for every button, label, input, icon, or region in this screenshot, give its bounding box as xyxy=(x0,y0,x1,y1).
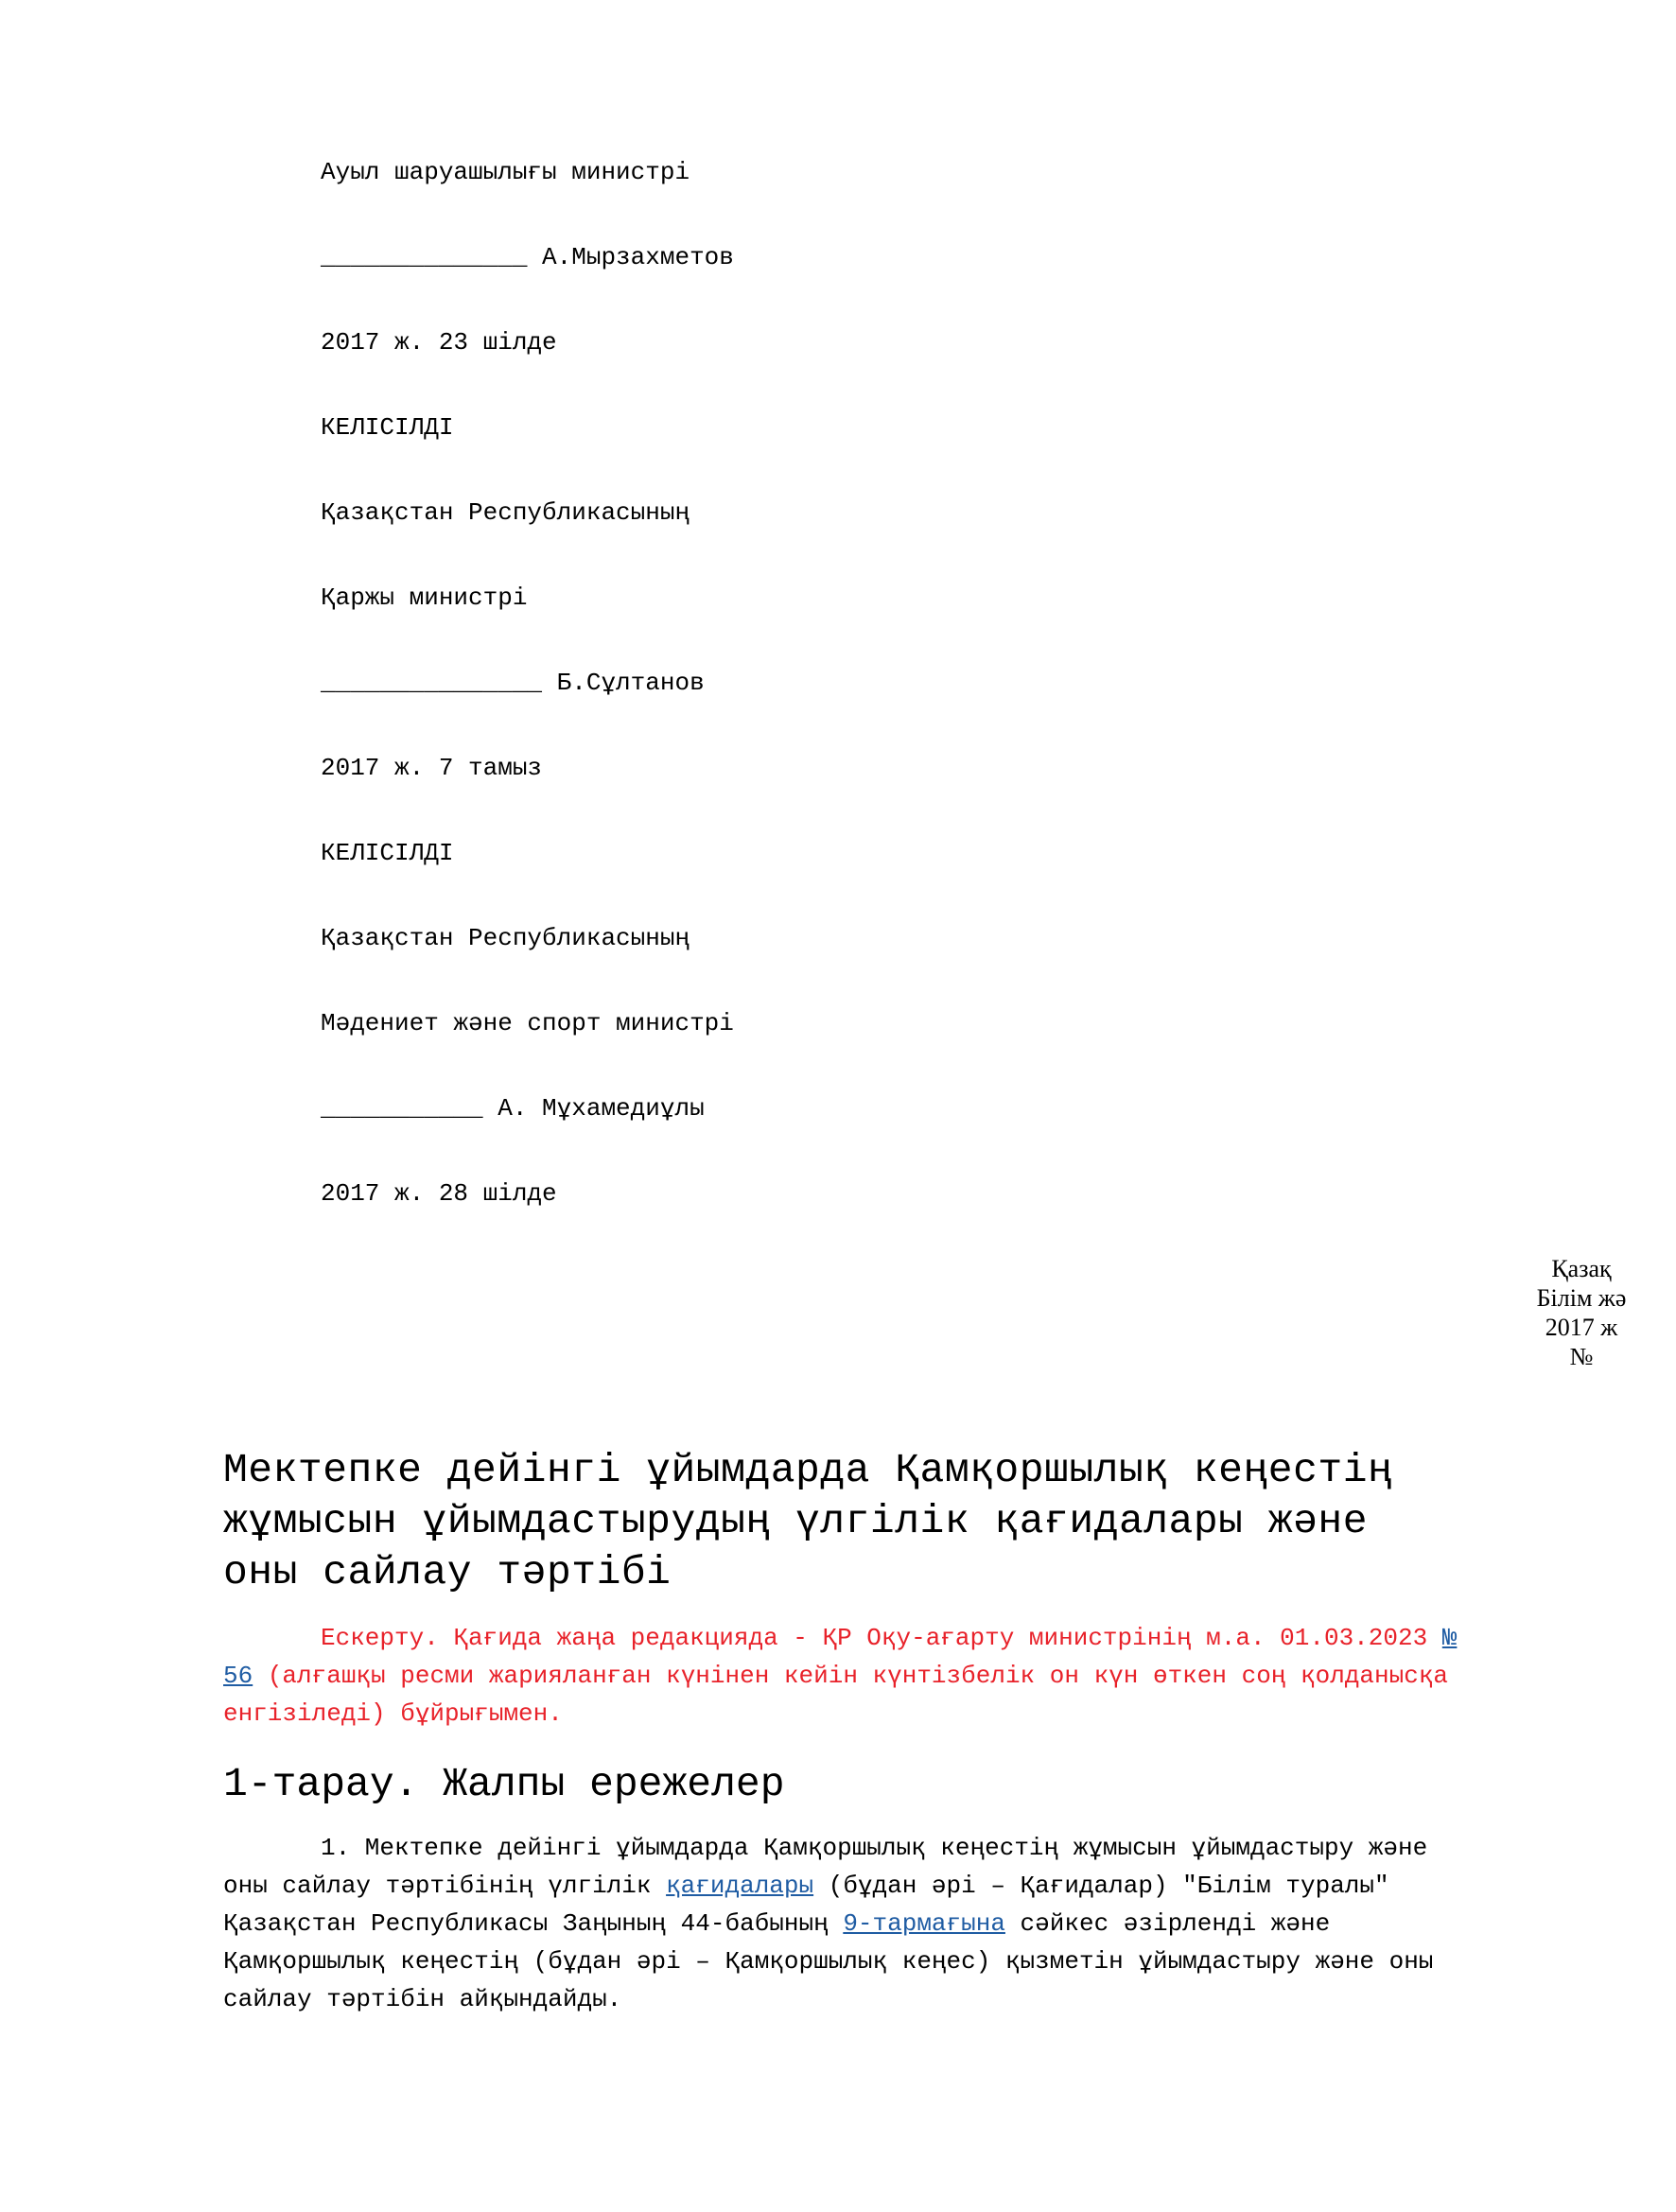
signature-line-12: ___________ А. Мұхамедиұлы xyxy=(321,1094,705,1123)
amendment-note xyxy=(223,1619,1462,1733)
signature-line-11: Мәдениет және спорт министрі xyxy=(321,1009,734,1037)
signature-date-2: 2017 ж. 7 тамыз xyxy=(321,754,543,782)
agreed-label-1: КЕЛІСІЛДІ xyxy=(321,413,454,442)
rules-link[interactable]: қағидалары xyxy=(666,1872,814,1900)
amendment-note-text-1: Ескерту. Қағида жаңа редакцияда - ҚР Оқу-ағарту министрінің м.а. 01.03.2023 xyxy=(321,1624,1442,1652)
order-56-link[interactable]: № 56 xyxy=(223,1624,1458,1690)
signature-date-1: 2017 ж. 23 шілде xyxy=(321,328,557,357)
agreed-label-2: КЕЛІСІЛДІ xyxy=(321,839,454,867)
approval-line-4: № xyxy=(1569,1343,1594,1370)
paragraph-1 xyxy=(223,1829,1462,2018)
signature-date-3: 2017 ж. 28 шілде xyxy=(321,1179,557,1208)
paragraph-1-text-2: (бұдан әрі – Қағидалар) "Білім туралы" Қазақстан Республикасы Заңының 44-бабының xyxy=(223,1872,1389,1938)
signature-line-10: Қазақстан Республикасының xyxy=(321,924,690,952)
paragraph-1-text-3: сәйкес әзірленді және Қамқоршылық кеңестің (бұдан әрі – Қамқоршылық кеңес) қызметін ұйымдастыру және оны сайлау тәртібін айқындайды. xyxy=(223,1909,1434,2013)
signature-line-1: Ауыл шаруашылығы министрі xyxy=(321,158,690,186)
paragraph-1-text-1: 1. Мектепке дейінгі ұйымдарда Қамқоршылық кеңестің жұмысын ұйымдастыру және оны сайлау тәртібінің үлгілік xyxy=(223,1834,1428,1900)
approval-block xyxy=(1487,1254,1676,1371)
approval-line-2: Білім жә xyxy=(1536,1284,1627,1312)
clause-9-link[interactable]: 9-тармағына xyxy=(843,1909,1005,1938)
amendment-note-text-2: (алғашқы ресми жарияланған күнінен кейін күнтізбелік он күн өткен соң қолданысқа енгізіледі) бұйрығымен. xyxy=(223,1662,1449,1728)
signature-line-7: _______________ Б.Сұлтанов xyxy=(321,669,705,697)
approval-line-1: Қазақ xyxy=(1551,1255,1612,1282)
document-title: Мектепке дейінгі ұйымдарда Қамқоршылық кеңестің жұмысын ұйымдастырудың үлгілік қағидалары және оны сайлау тәртібі xyxy=(223,1447,1393,1595)
signature-line-5: Қазақстан Республикасының xyxy=(321,498,690,527)
signature-line-6: Қаржы министрі xyxy=(321,583,528,612)
signature-line-2: ______________ А.Мырзахметов xyxy=(321,243,734,271)
chapter-title: 1-тарау. Жалпы ережелер xyxy=(223,1761,785,1807)
approval-line-3: 2017 ж xyxy=(1545,1314,1618,1341)
